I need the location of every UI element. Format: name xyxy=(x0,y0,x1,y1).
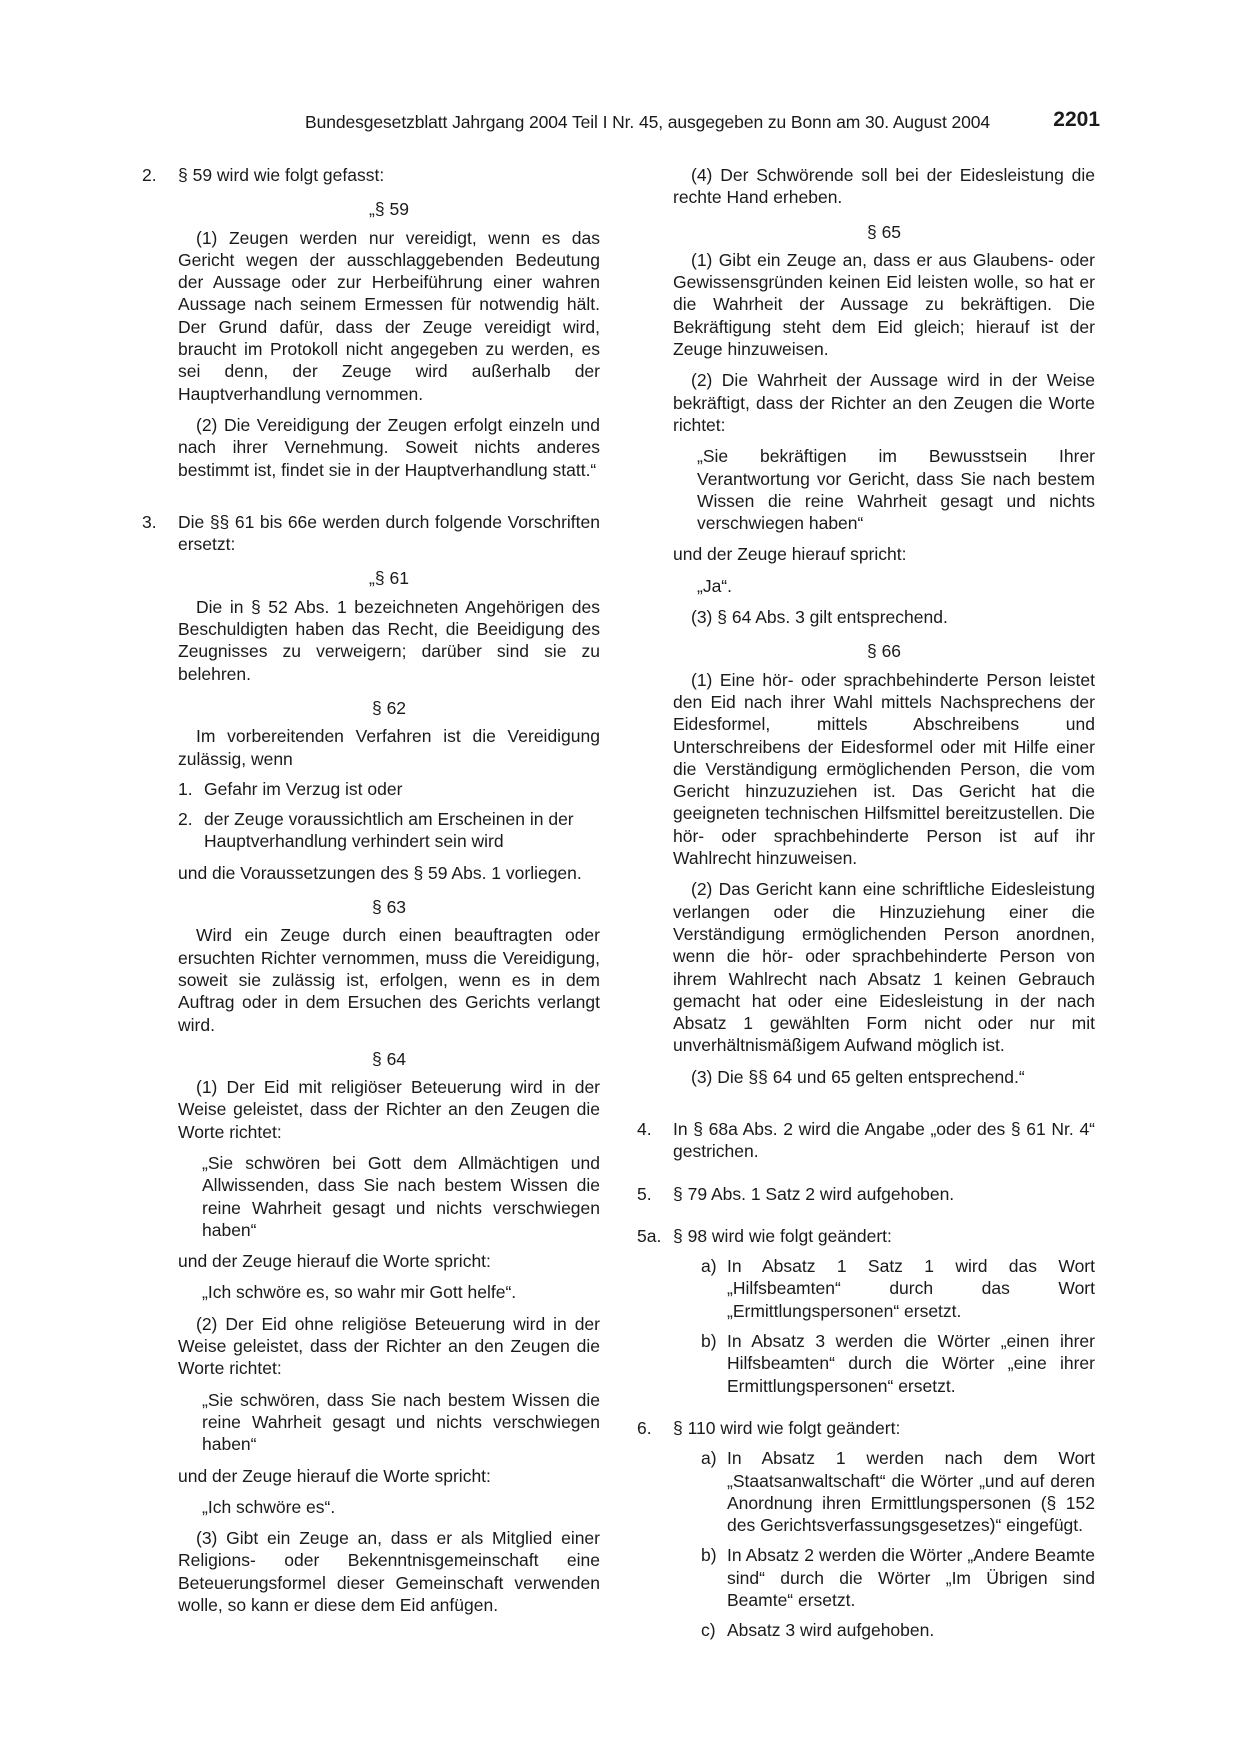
affirmation-quote: „Ja“. xyxy=(697,575,732,596)
paragraph: (1) Eine hör- oder sprachbehinderte Person leistet den Eid nach ihrer Wahl mittels Nachsprechens der Eidesformel, mittels Abschreibens und Unterschreibens der Eidesformel oder mit Hilfe einer die Verständigung ermöglichenden Person, die vom Gericht hinzuzuziehen ist. Das Gericht hat die geeigneten technischen Hilfsmittel bereitzustellen. Die hör- oder sprachbehinderte Person ist auf ihr Wahlrecht hinzuweisen. xyxy=(673,669,1095,869)
paragraph: (2) Der Eid ohne religiöse Beteuerung wird in der Weise geleistet, dass der Richter an den Zeugen die Worte richtet: xyxy=(178,1313,600,1379)
paragraph: (3) Die §§ 64 und 65 gelten entsprechend.“ xyxy=(691,1066,1025,1087)
left-column xyxy=(142,164,600,1616)
list-text: In Absatz 2 werden die Wörter „Andere Beamte sind“ durch die Wörter „Im Übrigen sind Beamte“ ersetzt. xyxy=(727,1545,1095,1611)
item-text: In § 68a Abs. 2 wird die Angabe „oder des § 61 Nr. 4“ gestrichen. xyxy=(673,1118,1095,1162)
section-heading-64: § 64 xyxy=(371,1048,407,1069)
paragraph: (4) Der Schwörende soll bei der Eidesleistung die rechte Hand erheben. xyxy=(673,165,1095,208)
right-column xyxy=(637,164,1095,1642)
item-number: 5. xyxy=(637,1183,652,1204)
amendment-item-2 xyxy=(142,164,600,481)
list-text: In Absatz 1 Satz 1 wird das Wort „Hilfsbeamten“ durch das Wort „Ermittlungspersonen“ ersetzt. xyxy=(727,1256,1095,1321)
paragraph: (3) Gibt ein Zeuge an, dass er als Mitglied einer Religions- oder Bekenntnisgemeinschaft eine Beteuerungsformel dieser Gemeinschaft verwenden wolle, so kann er diese dem Eid anfügen. xyxy=(178,1528,600,1616)
section-heading-62: § 62 xyxy=(371,697,407,718)
item-number: 3. xyxy=(142,511,157,532)
list-item xyxy=(178,778,600,800)
oath-quote: „Ich schwöre es, so wahr mir Gott helfe“. xyxy=(202,1282,517,1303)
oath-quote: „Sie schwören, dass Sie nach bestem Wissen die reine Wahrheit gesagt und nichts verschwiegen haben“ xyxy=(202,1389,600,1455)
affirmation-quote: „Sie bekräftigen im Bewusstsein Ihrer Verantwortung vor Gericht, dass Sie nach bestem Wissen die reine Wahrheit gesagt und nichts verschwiegen haben“ xyxy=(697,446,1095,534)
list-letter: a) xyxy=(701,1256,717,1277)
list-text: Absatz 3 wird aufgehoben. xyxy=(727,1620,935,1641)
item-intro: § 59 wird wie folgt gefasst: xyxy=(178,165,385,185)
paragraph: Im vorbereitenden Verfahren ist die Vereidigung zulässig, wenn xyxy=(178,726,600,769)
item-number: 2. xyxy=(142,165,157,185)
list-number: 2. xyxy=(178,809,193,830)
list-letter: a) xyxy=(701,1448,717,1469)
amendment-item-5 xyxy=(637,1183,1095,1205)
section-heading-59: „§ 59 xyxy=(369,199,409,220)
item-number: 5a. xyxy=(637,1225,662,1246)
oath-quote: „Sie schwören bei Gott dem Allmächtigen und Allwissenden, dass Sie nach bestem Wissen die reine Wahrheit gesagt und nichts verschwiegen haben“ xyxy=(202,1152,600,1240)
amendment-item-4 xyxy=(637,1118,1095,1163)
paragraph: Wird ein Zeuge durch einen beauftragten oder ersuchten Richter vernommen, muss die Vereidigung, soweit sie zulässig ist, erfolgen, wenn es in dem Auftrag oder in dem Ersuchen des Gerichts verlangt wird. xyxy=(178,925,600,1035)
paragraph: (1) Zeugen werden nur vereidigt, wenn es das Gericht wegen der ausschlaggebenden Bedeutung der Aussage oder zur Herbeiführung einer wahren Aussage nach seinem Ermessen für notwendig hält. Der Grund dafür, dass der Zeuge vereidigt wird, braucht im Protokoll nicht angegeben zu werden, es sei denn, der Zeuge wird außerhalb der Hauptverhandlung vernommen. xyxy=(178,227,600,404)
item-text: § 98 wird wie folgt geändert: xyxy=(673,1225,892,1246)
list-item xyxy=(673,1544,1095,1611)
list-text: der Zeuge voraussichtlich am Erscheinen in der Hauptverhandlung verhindert sein wird xyxy=(204,809,574,852)
paragraph: (2) Die Vereidigung der Zeugen erfolgt einzeln und nach ihrer Vernehmung. Soweit nichts anderes bestimmt ist, findet sie in der Hauptverhandlung statt.“ xyxy=(178,414,600,480)
list-letter: c) xyxy=(701,1620,716,1641)
paragraph: Die in § 52 Abs. 1 bezeichneten Angehörigen des Beschuldigten haben das Recht, die Beeidigung des Zeugnisses zu verweigern; darüber sind sie zu belehren. xyxy=(178,596,600,684)
paragraph: und der Zeuge hierauf die Worte spricht: xyxy=(178,1251,491,1272)
paragraph: (1) Der Eid mit religiöser Beteuerung wird in der Weise geleistet, dass der Richter an den Zeugen die Worte richtet: xyxy=(178,1077,600,1142)
list-letter: b) xyxy=(701,1331,717,1352)
amendment-item-6 xyxy=(637,1417,1095,1642)
list-text: In Absatz 1 werden nach dem Wort „Staatsanwaltschaft“ die Wörter „und auf deren Anordnung ihren Ermittlungspersonen (§ 152 des Gerichtsverfassungsgesetzes)“ eingefügt. xyxy=(727,1448,1095,1536)
list-item xyxy=(673,1255,1095,1322)
paragraph: (2) Das Gericht kann eine schriftliche Eidesleistung verlangen oder die Hinzuziehung einer die Verständigung ermöglichenden Person anordnen, wenn die hör- oder sprachbehinderte Person von ihrem Wahlrecht nach Absatz 1 keinen Gebrauch gemacht hat oder eine Eidesleistung in der nach Absatz 1 gewählten Form nicht oder nur mit unverhältnismäßigem Aufwand möglich ist. xyxy=(673,879,1095,1056)
item-number: 6. xyxy=(637,1417,652,1438)
item-number: 4. xyxy=(637,1118,652,1139)
oath-quote: „Ich schwöre es“. xyxy=(202,1496,336,1517)
list-number: 1. xyxy=(178,778,193,799)
amendment-item-5a xyxy=(637,1225,1095,1397)
paragraph: (3) § 64 Abs. 3 gilt entsprechend. xyxy=(691,607,948,628)
section-heading-65: § 65 xyxy=(866,221,902,242)
section-heading-63: § 63 xyxy=(371,897,407,918)
page-header xyxy=(140,108,1100,138)
item-text: § 79 Abs. 1 Satz 2 wird aufgehoben. xyxy=(673,1183,955,1204)
header-title: Bundesgesetzblatt Jahrgang 2004 Teil I Nr. 45, ausgegeben zu Bonn am 30. August 2004 xyxy=(305,112,990,132)
list-item xyxy=(673,1330,1095,1397)
paragraph: und die Voraussetzungen des § 59 Abs. 1 vorliegen. xyxy=(178,862,582,883)
section-heading-61: „§ 61 xyxy=(369,568,409,589)
item-intro: Die §§ 61 bis 66e werden durch folgende Vorschriften ersetzt: xyxy=(178,511,600,555)
paragraph: und der Zeuge hierauf die Worte spricht: xyxy=(178,1465,491,1486)
list-item xyxy=(673,1619,1095,1641)
list-letter: b) xyxy=(701,1545,717,1566)
amendment-item-3 xyxy=(142,511,600,1616)
list-text: In Absatz 3 werden die Wörter „einen ihrer Hilfsbeamten“ durch die Wörter „eine ihrer Ermittlungspersonen“ ersetzt. xyxy=(727,1331,1095,1396)
list-item xyxy=(673,1447,1095,1536)
section-heading-66: § 66 xyxy=(866,641,902,662)
paragraph: (2) Die Wahrheit der Aussage wird in der Weise bekräftigt, dass der Richter an den Zeugen die Worte richtet: xyxy=(673,370,1095,435)
paragraph: und der Zeuge hierauf spricht: xyxy=(673,544,907,565)
item-text: § 110 wird wie folgt geändert: xyxy=(673,1417,901,1438)
paragraph: (1) Gibt ein Zeuge an, dass er aus Glaubens- oder Gewissensgründen keinen Eid leisten wolle, so hat er die Wahrheit der Aussage zu bekräftigen. Die Bekräftigung steht dem Eid gleich; hierauf ist der Zeuge hinzuweisen. xyxy=(673,249,1095,360)
page-number: 2201 xyxy=(1053,108,1100,131)
list-text: Gefahr im Verzug ist oder xyxy=(204,778,403,799)
list-item xyxy=(178,808,600,853)
